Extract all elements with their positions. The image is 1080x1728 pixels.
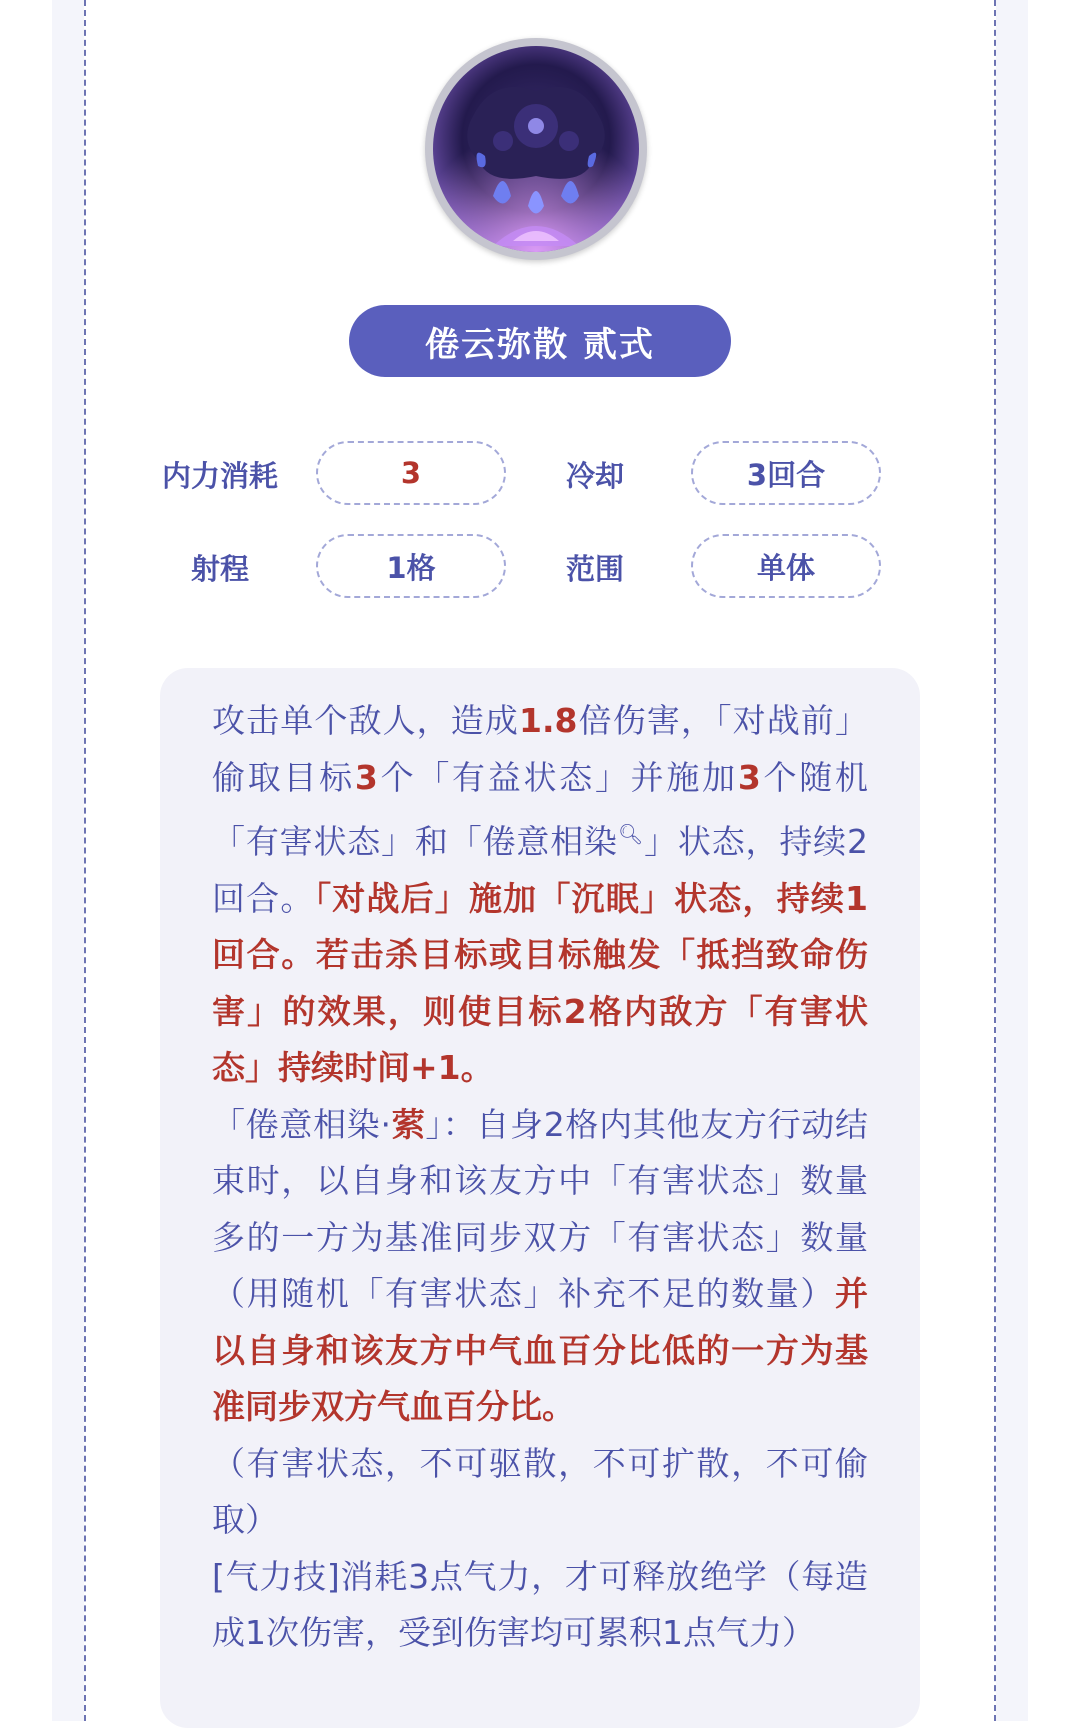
area-value: 单体: [691, 534, 881, 598]
skill-name-badge: 倦云弥散 贰式: [349, 305, 731, 377]
cooldown-value: 3回合: [691, 441, 881, 505]
desc-part: （有害状态，不可驱散，不可扩散，不可偷取）: [212, 1443, 868, 1539]
magnifier-icon[interactable]: 🔍︎: [617, 822, 645, 846]
desc-part: 倍伤害，「对战前」偷取目标: [212, 701, 869, 797]
desc-keyword: 萦: [391, 1104, 426, 1144]
cost-label: 内力消耗: [161, 458, 278, 493]
desc-post-battle-effect: 「对战后」施加「沉眠」状态，持续1回合。若击杀目标或目标触发「抵挡致命伤害」的效果，则使目标2格内敌方「有害状态」持续时间+1。: [212, 878, 868, 1087]
cost-value: 3: [316, 441, 506, 505]
desc-energy-skill: [气力技]消耗3点气力，才可释放绝学（每造成1次伤害，受到伤害均可累积1点气力）: [212, 1556, 868, 1652]
desc-part: 个随机「有害状态」和「倦意相染: [212, 757, 869, 861]
range-label: 射程: [190, 551, 249, 586]
skill-description: [212, 693, 868, 1662]
desc-steal-count: 3: [354, 757, 378, 797]
desc-part: 攻击单个敌人，造成: [212, 701, 520, 740]
cooldown-label: 冷却: [565, 458, 624, 493]
desc-part: 」：自身2格内其他友方行动结束时，以自身和该友方中「有害状态」数量多的一方为基准同步双方「有害状态」数量（用随机「有害状态」补充不足的数量）: [212, 1104, 869, 1313]
desc-part: 「倦意相染·: [212, 1104, 391, 1144]
skill-icon: [425, 38, 647, 260]
area-label: 范围: [565, 551, 624, 586]
desc-debuff-count: 3: [737, 757, 761, 797]
dark-cloud-spirit-icon: [433, 46, 639, 252]
desc-part: 」状态，持续2回合。: [212, 822, 869, 918]
desc-damage-multiplier: 1.8: [519, 701, 578, 740]
desc-hp-sync: 并以自身和该友方中气血百分比低的一方为基准同步双方气血百分比。: [212, 1274, 868, 1426]
range-value: 1格: [316, 534, 506, 598]
desc-part: 个「有益状态」并施加: [377, 757, 738, 797]
